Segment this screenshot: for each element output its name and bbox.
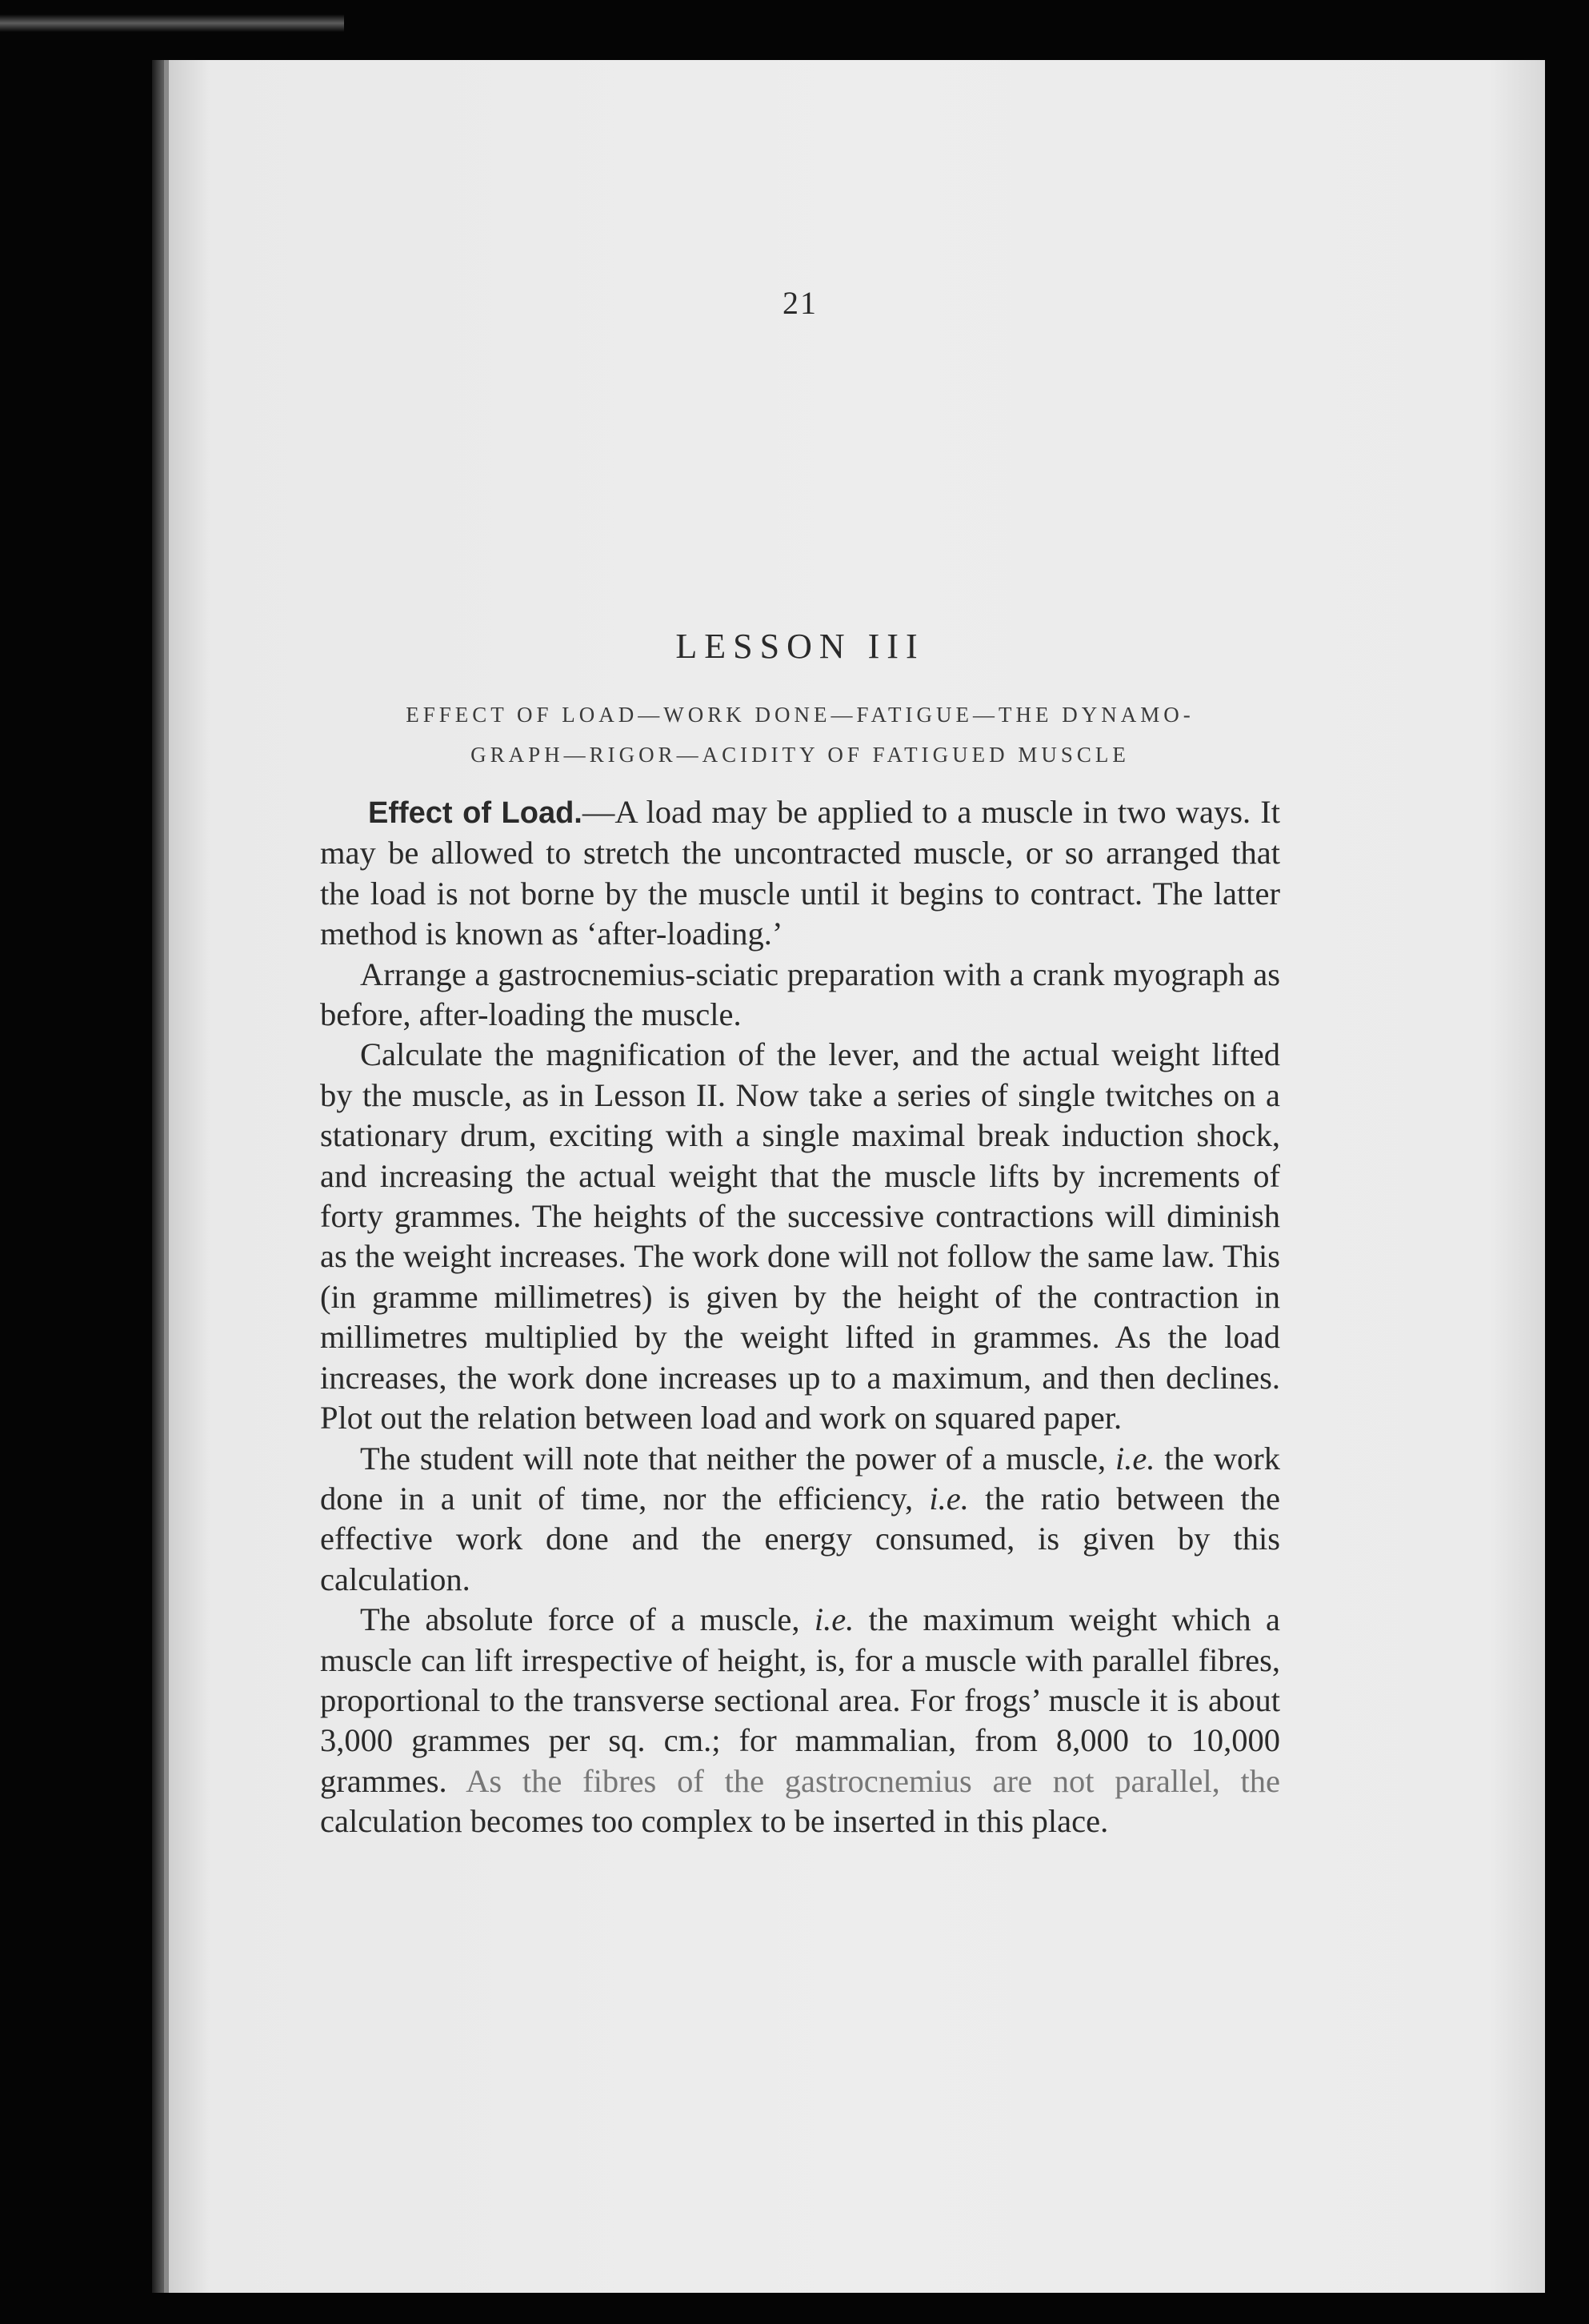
paragraph-text: The student will note that neither the power of a muscle, bbox=[360, 1440, 1115, 1477]
page-number: 21 bbox=[782, 285, 818, 321]
body-text bbox=[320, 792, 1280, 1842]
faded-text: As the fibres of the gastrocnemius are not parallel, the bbox=[466, 1762, 1280, 1799]
lesson-subtitle-line-1: EFFECT OF LOAD—WORK DONE—FATIGUE—THE DYNAMO- bbox=[406, 703, 1195, 727]
paragraph-text: the maximum weight which a muscle can lift irrespective of height, is, for a muscle with parallel fibres, proportional to the transverse sectional area. For frogs’ muscle it is about 3,000 grammes per sq. cm.; for mammalian, from 8,000 to 10,000 grammes. bbox=[320, 1601, 1280, 1799]
lesson-subtitle-line-2: GRAPH—RIGOR—ACIDITY OF FATIGUED MUSCLE bbox=[470, 743, 1130, 767]
paragraph-text: Calculate the magnification of the lever, and the actual weight lifted by the muscle, as in Lesson II. Now take a series of single twitches on a stationary drum, exciting with a single maximal break induction shock, and increasing the actual weight that the muscle lifts by increments of forty grammes. The heights of the successive contractions will diminish as the weight increases. The work done will not follow the same law. This (in gramme millimetres) is given by the height of the contraction in millimetres multiplied by the weight lifted in grammes. As the load increases, the work done increases up to a maximum, and then declines. Plot out the relation between load and work on squared paper. bbox=[320, 1036, 1280, 1436]
italic-abbreviation: i.e. bbox=[1115, 1440, 1155, 1477]
section-heading: Effect of Load. bbox=[368, 796, 582, 830]
paragraph-text: the work done in a unit of time, nor the efficiency, bbox=[320, 1440, 1280, 1517]
paragraph-student-note bbox=[320, 1439, 1280, 1601]
paragraph-text: Arrange a gastrocnemius-sciatic preparation with a crank myograph as before, after-loading the muscle. bbox=[320, 956, 1280, 1033]
lesson-title: LESSON III bbox=[675, 627, 925, 666]
italic-abbreviation: i.e. bbox=[814, 1601, 855, 1638]
paragraph-text: calculation becomes too complex to be inserted in this place. bbox=[320, 1803, 1109, 1840]
paragraph-text: —A load may be applied to a muscle in two ways. It may be allowed to stretch the uncontracted muscle, or so arranged that the load is not borne by the muscle until it begins to contract. The latter method is known as ‘after-loading.’ bbox=[320, 794, 1280, 952]
scan-artifact-streak bbox=[0, 14, 344, 32]
paragraph-calculate bbox=[320, 1035, 1280, 1438]
italic-abbreviation: i.e. bbox=[929, 1480, 969, 1517]
paragraph-text: The absolute force of a muscle, bbox=[360, 1601, 815, 1638]
paragraph-text: the ratio between the effective work done and the energy consumed, is given by this calculation. bbox=[320, 1480, 1280, 1597]
paragraph-arrange bbox=[320, 955, 1280, 1036]
paragraph-absolute-force bbox=[320, 1600, 1280, 1841]
paragraph-effect-of-load bbox=[320, 792, 1280, 955]
